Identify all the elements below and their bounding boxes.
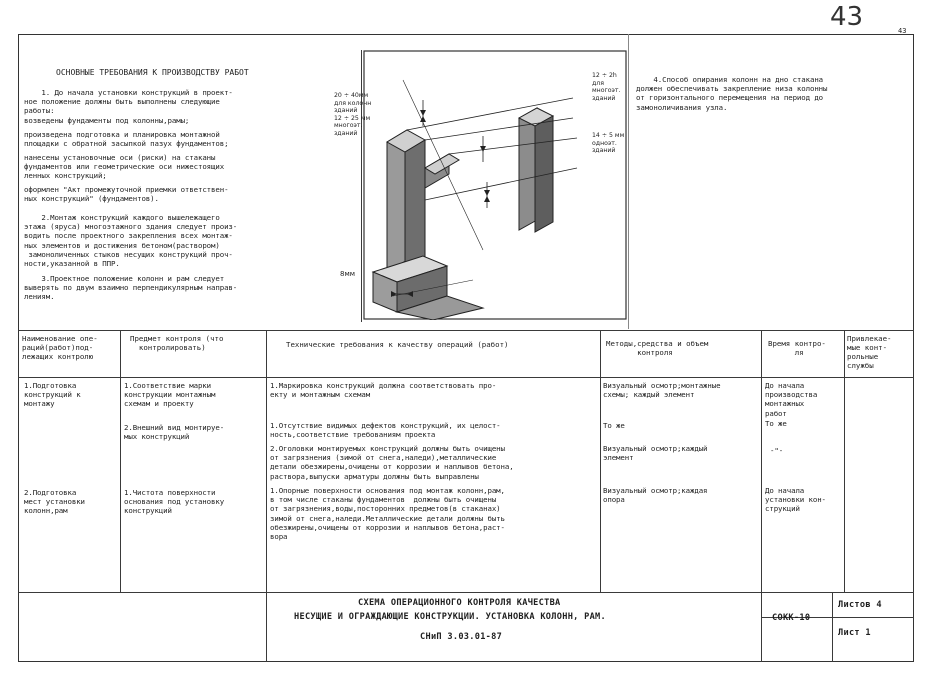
col-header-time: Время контро- ля xyxy=(768,339,826,357)
table-row-1-time-c: -"- xyxy=(770,446,784,455)
stamp-code: СНиП 3.03.01-87 xyxy=(420,632,503,642)
col-header-operations: Наименование опе- раций(работ)под- лежащих контролю xyxy=(22,334,98,361)
requirement-1d: оформлен "Акт промежуточной приемки ответствен- ных конструкций" (фундаментов). xyxy=(24,185,229,204)
requirement-3: 3.Проектное положение колонн и рам следует выверять по двум взаимно перпендикулярным направ- лениям. xyxy=(24,274,238,302)
stamp-top-line xyxy=(18,592,914,593)
requirements-heading: ОСНОВНЫЕ ТРЕБОВАНИЯ К ПРОИЗВОДСТВУ РАБОТ xyxy=(56,68,249,77)
col-header-subject: Предмет контроля (что контролировать) xyxy=(130,334,224,352)
drawing-note-left: 20 ÷ 40мм для колонн зданий 12 ÷ 25 мм многоэт. зданий xyxy=(334,92,372,137)
drawing-note-bottom: 8мм xyxy=(340,270,356,278)
corner-mark: 43 xyxy=(898,27,907,35)
table-row-1-method-a: Визуальный осмотр;монтажные схемы; каждый элемент xyxy=(603,381,721,400)
divider xyxy=(361,50,362,322)
table-row-2-subject: 1.Чистота поверхности основания под установку конструкций xyxy=(124,488,225,516)
table-row-1-subject-a: 1.Соответствие марки конструкции монтажным схемам и проекту xyxy=(124,381,216,409)
requirement-1a: возведены фундаменты под колонны,рамы; xyxy=(24,116,190,125)
stamp-sheets-total: Листов 4 xyxy=(838,600,882,610)
drawing-note-right-top: 12 ÷ 2h для многоэт. зданий xyxy=(592,72,621,102)
table-row-1-time-b: То же xyxy=(765,419,787,428)
table-row-2-operation: 2.Подготовка мест установки колонн,рам xyxy=(24,488,85,516)
table-row-1-req-a: 1.Маркировка конструкций должна соответствовать про- екту и монтажным схемам xyxy=(270,381,497,400)
page-number: 43 xyxy=(830,2,864,32)
col-header-methods: Методы,средства и объем контроля xyxy=(606,339,709,357)
column-drawing xyxy=(363,50,627,320)
table-row-2-requirement: 1.Опорные поверхности основания под монтаж колонн,рам, в том числе стаканы фундаментов должны быть очищены от загрязнения,воды,посторонних предметов(в стаканах) зимой от снега,наледи.Металлические детали должны быть обезжирены,очищены от коррозии и наплывов бетона,раст- вора xyxy=(270,486,505,542)
table-row-1-method-b: То же xyxy=(603,421,625,430)
requirement-1b: произведена подготовка и планировка монтажной площадки с обратной засыпкой пазух фундаментов; xyxy=(24,130,229,149)
stamp-doc-number: СОКК-10 xyxy=(772,613,811,623)
divider xyxy=(628,34,629,329)
requirement-1: 1. До начала установки конструкций в проект- ное положение должны быть выполнены следующие работы: xyxy=(24,88,233,116)
table-row-1-method-c: Визуальный осмотр;каждый элемент xyxy=(603,444,708,463)
stamp-sheet-number: Лист 1 xyxy=(838,628,871,638)
requirement-1c: нанесены установочные оси (риски) на стаканы фундаментов или геометрические оси нижестоящих ленных конструкций; xyxy=(24,153,225,181)
requirement-4: 4.Способ опирания колонн на дно стакана должен обеспечивать закрепление низа колонны от горизонтального перемещения на период до замоноличивания узла. xyxy=(636,75,828,112)
table-row-1-req-c: 2.Оголовки монтируемых конструкций должны быть очищены от загрязнения (зимой от снега,наледи),металлические детали обезжирены,очищены от коррозии и наплывов бетона, раствора,выпуски арматуры должны быть выправлены xyxy=(270,444,514,481)
table-row-1-subject-b: 2.Внешний вид монтируе- мых конструкций xyxy=(124,423,225,442)
table-row-1-time-a: До начала производства монтажных работ xyxy=(765,381,818,418)
stamp-title-1: СХЕМА ОПЕРАЦИОННОГО КОНТРОЛЯ КАЧЕСТВА xyxy=(358,598,561,608)
requirement-2: 2.Монтаж конструкций каждого вышележащего этажа (яруса) многоэтажного здания следует произ- водить после проектного закрепления всех монтаж- ных элементов и достижения бетоном(раствором) замоноличенных стыков несущих конструкций проч- ности,указанной в ППР. xyxy=(24,213,238,269)
table-row-1-operation: 1.Подготовка конструкций к монтажу xyxy=(24,381,81,409)
table-top-line xyxy=(18,330,914,331)
table-row-2-time: До начала установки кон- струкций xyxy=(765,486,826,514)
column-drawing-svg xyxy=(363,50,627,320)
col-header-services: Привлекае- мые конт- рольные службы xyxy=(847,334,892,370)
table-row-1-req-b: 1.Отсутствие видимых дефектов конструкций, их целост- ность,соответствие требованиям проекта xyxy=(270,421,501,440)
table-row-2-method: Визуальный осмотр;каждая опора xyxy=(603,486,708,505)
table-header-line xyxy=(18,377,914,378)
drawing-note-right-mid: 14 ÷ 5 мм одноэт. зданий xyxy=(592,132,625,155)
stamp-title-2: НЕСУЩИЕ И ОГРАЖДАЮЩИЕ КОНСТРУКЦИИ. УСТАНОВКА КОЛОНН, РАМ. xyxy=(294,612,607,622)
col-header-requirements: Технические требования к качеству операций (работ) xyxy=(286,340,509,349)
